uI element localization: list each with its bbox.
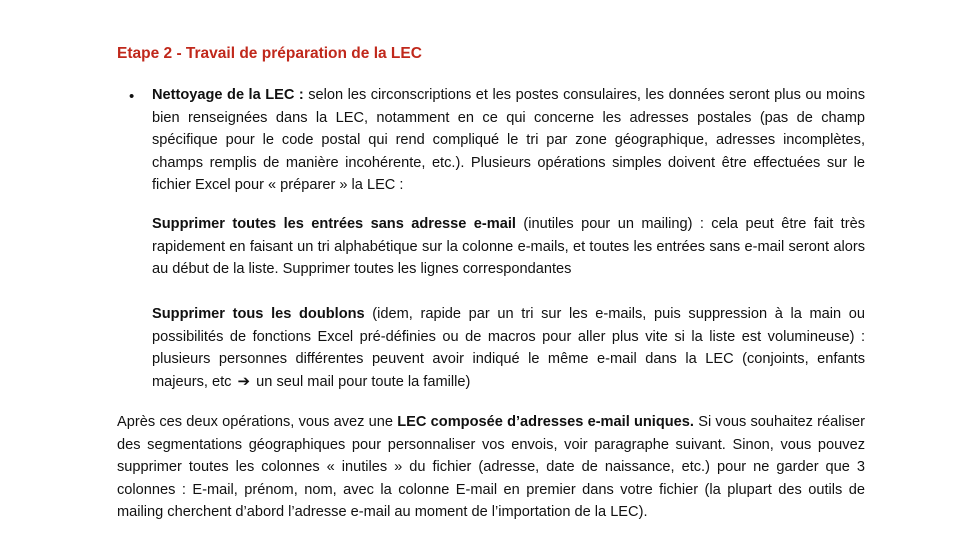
paragraph-summary-text-after: Si vous souhaitez réaliser des segmentations géographiques pour personnaliser vos envois, voir paragraphe suivant. Sinon, vous pouvez supprimer toutes les colonnes « inutiles » du fichier (adresse, date de naissance, etc.) pour ne garder que 3 colonnes : E-mail, prénom, nom, avec la colonne E-mail en premier dans votre fichier (la plupart des outils de mailing cherchent d’abord l’adresse e-mail au moment de l’importation de la LEC). <box>117 414 866 521</box>
paragraph-remove-duplicates-bold: Supprimer tous les doublons <box>152 306 365 322</box>
paragraph-remove-no-email-text: (inutiles pour un mailing) : cela peut être fait très rapidement en faisant un tri alphabétique sur la colonne e-mails, et toutes les entrées sans e-mail seront alors au début de la liste. Supprimer toutes les lignes correspondantes <box>152 216 865 278</box>
paragraph-cleaning <box>152 84 865 197</box>
paragraph-remove-duplicates-text: (idem, rapide par un tri sur les e-mails, puis suppression à la main ou possibilités de fonctions Excel pré-définies ou de macros pour aller plus vite si la liste est volumineuse) : plusieurs personnes différentes peuvent avoir indiqué le même e-mail dans la LEC (conjoints, enfants majeurs, etc <box>152 306 865 390</box>
paragraph-remove-no-email <box>152 213 865 281</box>
paragraph-cleaning-bold: Nettoyage de la LEC : <box>152 87 304 103</box>
paragraph-summary <box>117 411 865 524</box>
paragraph-remove-no-email-bold: Supprimer toutes les entrées sans adresse e-mail <box>152 216 516 232</box>
bullet-icon: • <box>129 88 135 105</box>
arrow-right-icon: ➔ <box>237 372 251 390</box>
paragraph-remove-duplicates <box>152 303 865 393</box>
paragraph-remove-duplicates-text-after: un seul mail pour toute la famille) <box>252 373 471 390</box>
paragraph-summary-bold: LEC composée d’adresses e-mail uniques. <box>397 414 694 430</box>
section-heading: Etape 2 - Travail de préparation de la LEC <box>117 45 422 62</box>
paragraph-summary-text-before: Après ces deux opérations, vous avez une <box>117 414 398 430</box>
paragraph-cleaning-text: selon les circonscriptions et les postes consulaires, les données seront plus ou moins bien renseignées dans la LEC, notamment en ce qui concerne les adresses postales (pas de champ spécifique pour le code postal qui rend compliqué le tri par zone géographique, adresses incomplètes, champs remplis de manière incohérente, etc.). Plusieurs opérations simples doivent être effectuées sur le fichier Excel pour « préparer » la LEC : <box>152 87 865 194</box>
